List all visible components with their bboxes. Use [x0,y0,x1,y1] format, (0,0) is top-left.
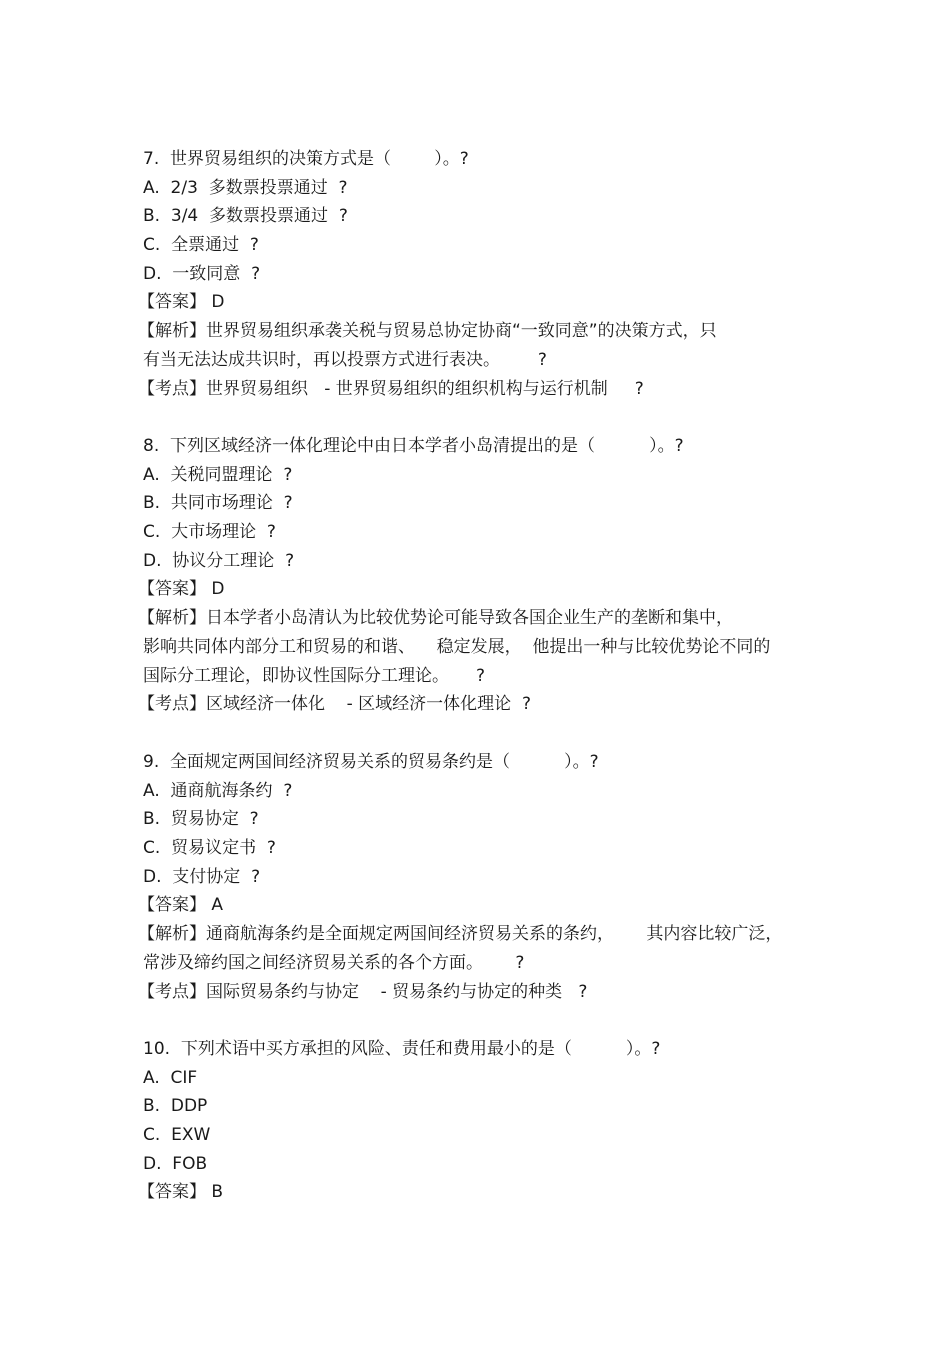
answer: 【答案】 B [138,1182,224,1203]
question-10 [138,1035,823,1207]
question-9 [138,748,823,1006]
analysis-line: 【解析】通商航海条约是全面规定两国间经济贸易关系的条约， 其内容比较广泛， [138,924,783,945]
option-b: B. 贸易协定 ? [143,809,259,830]
question-8 [138,432,823,719]
exam-point: 【考点】世界贸易组织 - 世界贸易组织的组织机构与运行机制 ? [138,378,644,399]
analysis-line: 【解析】日本学者小岛清认为比较优势论可能导致各国企业生产的垄断和集中， [138,608,733,629]
exam-point: 【考点】国际贸易条约与协定 - 贸易条约与协定的种类 ? [138,981,588,1002]
analysis-line: 国际分工理论，即协议性国际分工理论。 ? [143,665,486,686]
option-a: A. 关税同盟理论 ? [143,464,293,485]
answer: 【答案】 A [138,895,224,916]
analysis-line: 有当无法达成共识时，再以投票方式进行表决。 ? [143,349,547,370]
analysis-line: 常涉及缔约国之间经济贸易关系的各个方面。 ? [143,952,525,973]
question-7 [138,145,823,403]
option-d: D. FOB [143,1153,208,1174]
option-d: D. 支付协定 ? [143,866,261,887]
option-b: B. 3/4 多数票投票通过 ? [143,206,348,227]
option-a: A. 2/3 多数票投票通过 ? [143,177,348,198]
option-a: A. 通商航海条约 ? [143,780,293,801]
analysis-line: 影响共同体内部分工和贸易的和谐、 稳定发展， 他提出一种与比较优势论不同的 [143,636,771,657]
option-d: D. 协议分工理论 ? [143,550,295,571]
option-b: B. DDP [143,1096,208,1117]
option-c: C. 贸易议定书 ? [143,838,276,859]
question-stem: 9. 全面规定两国间经济贸易关系的贸易条约是（ ）。? [143,752,599,772]
option-c: C. EXW [143,1125,211,1146]
exam-point: 【考点】区域经济一体化 - 区域经济一体化理论 ? [138,694,531,715]
option-c: C. 大市场理论 ? [143,522,276,543]
option-c: C. 全票通过 ? [143,235,259,256]
question-stem: 10. 下列术语中买方承担的风险、责任和费用最小的是（ ）。? [143,1039,661,1059]
answer: 【答案】 D [138,579,225,600]
option-a: A. CIF [143,1067,198,1088]
question-stem: 8. 下列区域经济一体化理论中由日本学者小岛清提出的是（ ）。? [143,436,684,456]
option-d: D. 一致同意 ? [143,263,261,284]
answer: 【答案】 D [138,292,225,313]
option-b: B. 共同市场理论 ? [143,493,293,514]
analysis-line: 【解析】世界贸易组织承袭关税与贸易总协定协商“一致同意”的决策方式，只 [138,321,717,342]
question-stem: 7. 世界贸易组织的决策方式是（ ）。? [143,149,469,169]
